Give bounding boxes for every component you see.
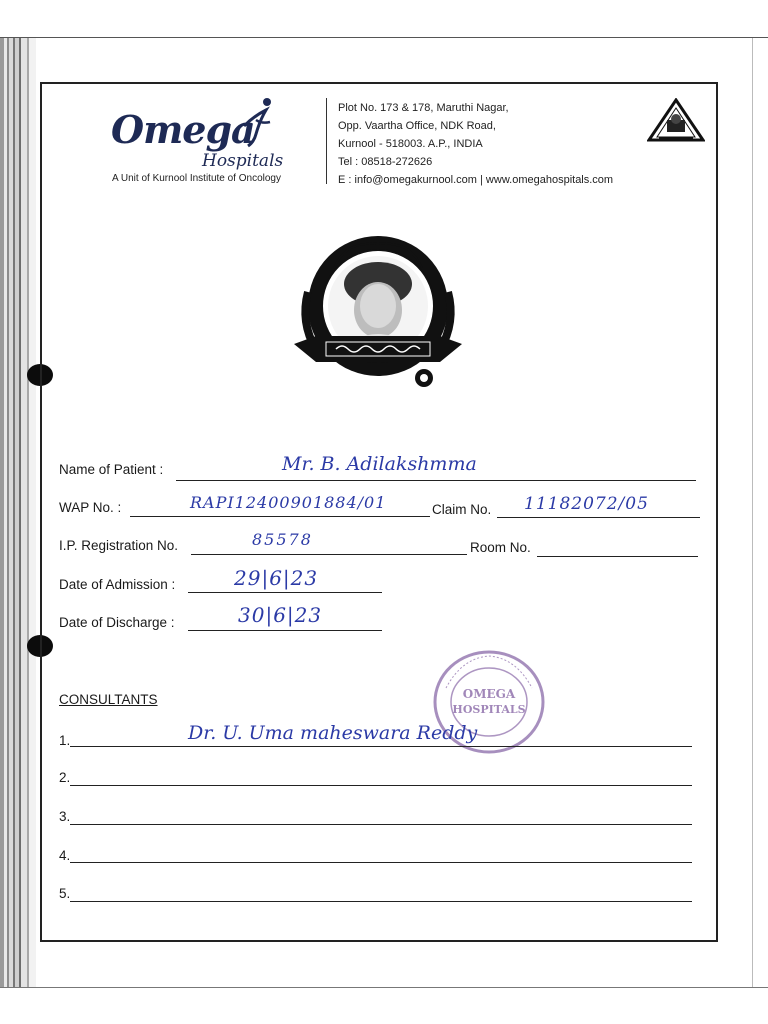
wap-number-label: WAP No. : (59, 500, 122, 515)
address-line-2: Opp. Vaartha Office, NDK Road, (338, 120, 496, 132)
admission-date-label: Date of Admission : (59, 577, 176, 592)
header-divider (326, 98, 327, 184)
patient-name-label: Name of Patient : (59, 462, 164, 477)
scan-bottom-edge (0, 987, 768, 988)
consultant-5-line[interactable] (70, 901, 692, 902)
discharge-date-value[interactable]: 30|6|23 (238, 603, 323, 627)
address-line-1: Plot No. 173 & 178, Maruthi Nagar, (338, 102, 509, 114)
wap-number-line (130, 516, 430, 517)
ip-registration-value[interactable]: 85578 (252, 530, 313, 549)
consultant-1-line (70, 746, 692, 747)
logo-name: Omega (111, 107, 255, 152)
wap-number-value[interactable]: RAPI12400901884/01 (190, 493, 387, 512)
discharge-date-line (188, 630, 382, 631)
patient-name-value[interactable]: Mr. B. Adilakshmma (282, 453, 477, 475)
consultant-1-number: 1. (59, 733, 71, 748)
scheme-emblem-icon (286, 232, 470, 392)
consultant-1-name[interactable]: Dr. U. Uma maheswara Reddy (188, 722, 478, 744)
logo-figure-icon (236, 96, 276, 148)
admission-date-line (188, 592, 382, 593)
patient-name-line (176, 480, 696, 481)
scan-top-edge (0, 37, 768, 38)
consultant-2-number: 2. (59, 770, 71, 785)
svg-text:OMEGA: OMEGA (462, 687, 516, 701)
ip-registration-line (191, 554, 467, 555)
claim-number-label: Claim No. (432, 502, 492, 517)
room-number-label: Room No. (470, 540, 531, 555)
consultant-4-number: 4. (59, 848, 71, 863)
consultant-2-line[interactable] (70, 785, 692, 786)
logo-tagline: A Unit of Kurnool Institute of Oncology (112, 173, 281, 184)
ip-registration-label: I.P. Registration No. (59, 538, 179, 553)
svg-text:HOSPITALS: HOSPITALS (452, 703, 526, 716)
certification-badge-icon (647, 98, 705, 144)
scan-right-edge (752, 38, 753, 988)
room-number-line[interactable] (537, 556, 698, 557)
scan-binding-edge (0, 38, 36, 988)
consultant-5-number: 5. (59, 886, 71, 901)
consultant-4-line[interactable] (70, 862, 692, 863)
claim-number-value[interactable]: 11182072/05 (524, 494, 649, 514)
discharge-date-label: Date of Discharge : (59, 615, 175, 630)
address-phone: Tel : 08518-272626 (338, 156, 433, 168)
admission-date-value[interactable]: 29|6|23 (234, 566, 319, 590)
consultant-3-number: 3. (59, 809, 71, 824)
hospital-address (338, 99, 613, 189)
logo-subtitle: Hospitals (202, 151, 284, 171)
consultant-3-line[interactable] (70, 824, 692, 825)
claim-number-line (497, 517, 700, 518)
address-line-3: Kurnool - 518003. A.P., INDIA (338, 138, 483, 150)
consultants-heading: CONSULTANTS (59, 692, 158, 707)
address-email-web: E : info@omegakurnool.com | www.omegahospitals.com (338, 174, 614, 186)
